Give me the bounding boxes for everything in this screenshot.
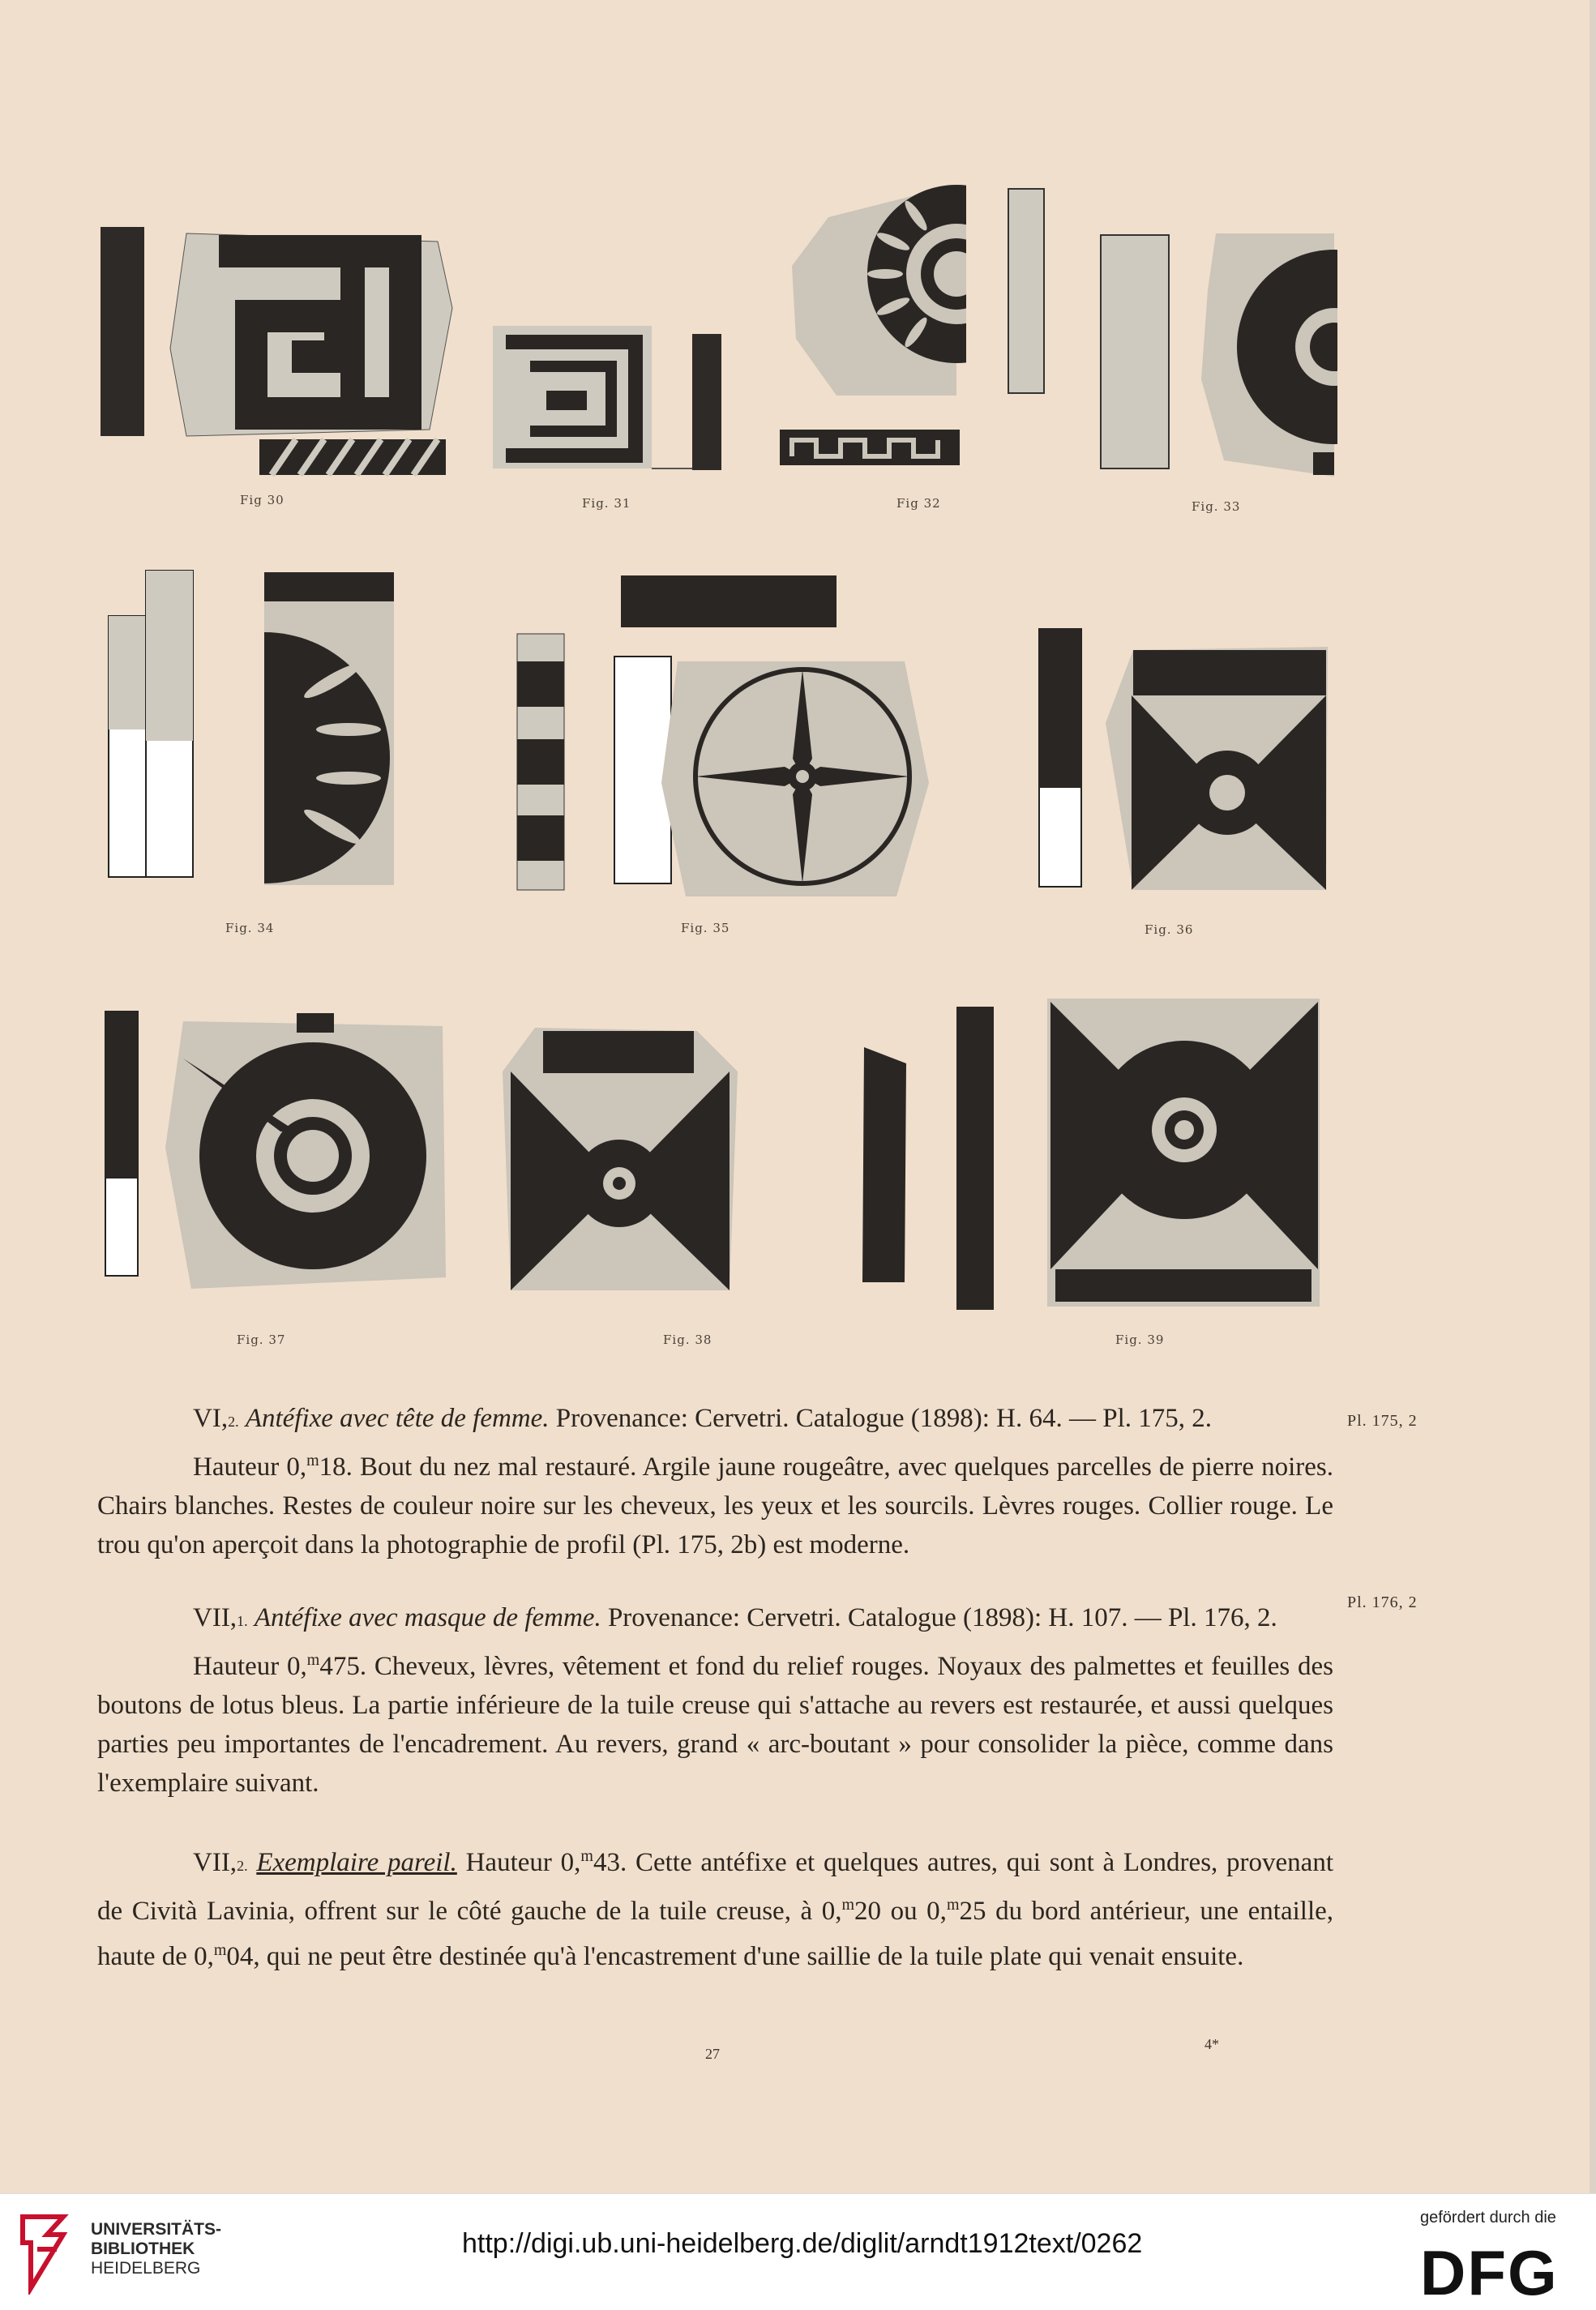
figure-caption: Fig. 36 (1145, 922, 1194, 937)
figure-caption: Fig. 35 (681, 921, 730, 935)
entry-body: 25 du bord antérieur, une entaille, haute de 0, (97, 1897, 1334, 1971)
footer-bar (0, 2193, 1596, 2310)
entry-title: Antéfixe avec masque de femme. (254, 1603, 601, 1632)
unit-superscript: m (580, 1847, 593, 1865)
library-name-line: BIBLIOTHEK (91, 2239, 195, 2258)
entry-body: Hauteur 0, (193, 1652, 307, 1681)
entry-body: 18. Bout du nez mal restauré. Argile jaune rougeâtre, avec quelques parcelles de pierre noires. Chairs blanches. Restes de couleur noire sur les cheveux, les yeux et les sourcils. Lèvres rouges. Collier rouge. Le trou qu'on aperçoit dans la photographie de profil (Pl. 175, 2b) est moderne. (97, 1452, 1333, 1559)
entry-body: 475. Cheveux, lèvres, vêtement et fond du relief rouges. Noyaux des palmettes et feuilles des boutons de lotus bleus. La partie inférieure de la tuile creuse qui s'attache au revers est restaurée, et aussi quelques parties peu importantes de l'encadrement. Au revers, grand « arc-boutant » pour consolider la pièce, comme dans l'exemplaire suivant. (97, 1652, 1333, 1798)
entry-subnumber: 2. (237, 1858, 248, 1874)
figure-35 (516, 572, 937, 896)
entry-body: Hauteur 0, (465, 1848, 581, 1877)
unit-superscript: m (946, 1896, 960, 1914)
figure-38 (503, 1023, 738, 1298)
unit-superscript: m (306, 1651, 320, 1669)
figure-caption: Fig. 31 (582, 496, 631, 511)
figure-caption: Fig. 39 (1115, 1333, 1165, 1347)
figure-34 (105, 567, 413, 892)
figure-caption: Fig. 37 (237, 1333, 286, 1347)
entry-number: VII, (193, 1848, 237, 1877)
paragraph-vii-1 (97, 1598, 1333, 1803)
entry-number: VII, (193, 1603, 237, 1632)
entry-body: 20 ou 0, (854, 1897, 947, 1926)
entry-body: Hauteur 0, (193, 1452, 307, 1482)
paragraph-vii-2 (97, 1837, 1333, 1976)
funding-caption: gefördert durch die (1420, 2209, 1556, 2227)
entry-body: 43. Cette antéfixe et quelques autres, qui sont à Londres, provenant de Cività Lavinia, offrent sur le côté gauche de la tuile creuse, à 0, (97, 1848, 1333, 1926)
entry-head: Provenance: Cervetri. Catalogue (1898): H. 107. — Pl. 176, 2. (607, 1603, 1277, 1632)
figure-caption: Fig 30 (240, 493, 285, 507)
entry-body: 04, qui ne peut être destinée qu'à l'encastrement d'une saillie de la tuile plate qui venait ensuite. (226, 1942, 1244, 1971)
margin-note: Pl. 175, 2 (1347, 1412, 1418, 1430)
unit-superscript: m (841, 1896, 855, 1914)
page-number: 27 (705, 2046, 720, 2062)
figure-32 (780, 177, 966, 477)
entry-title: Antéfixe avec tête de femme. (245, 1404, 550, 1433)
entry-subnumber: 2. (228, 1414, 239, 1430)
page-edge (1590, 0, 1596, 2193)
figure-39 (856, 994, 1326, 1310)
permalink-url[interactable]: http://digi.ub.uni-heidelberg.de/diglit/arndt1912text/0262 (462, 2228, 1143, 2259)
entry-title: Exemplaire pareil. (256, 1848, 457, 1877)
figure-37 (102, 1010, 451, 1302)
figure-36 (1036, 626, 1328, 893)
figure-caption: Fig. 33 (1192, 499, 1241, 514)
entry-head: Provenance: Cervetri. Catalogue (1898): H. 64. — Pl. 175, 2. (555, 1404, 1213, 1433)
library-name-line: HEIDELBERG (91, 2259, 201, 2278)
unit-superscript: m (306, 1452, 319, 1469)
margin-note: Pl. 176, 2 (1347, 1593, 1418, 1611)
library-name (91, 2220, 221, 2278)
figure-caption: Fig 32 (896, 496, 941, 511)
paragraph-vi-2 (97, 1399, 1333, 1564)
signature-mark: 4* (1204, 2036, 1219, 2052)
figure-caption: Fig. 38 (663, 1333, 712, 1347)
figure-30 (97, 219, 454, 486)
library-name-line: UNIVERSITÄTS- (91, 2220, 222, 2239)
unit-superscript: m (213, 1941, 227, 1959)
entry-subnumber: 1. (237, 1613, 248, 1629)
entry-number: VI, (193, 1404, 229, 1433)
ub-heidelberg-logo-icon[interactable] (15, 2210, 79, 2295)
figure-33 (1005, 185, 1337, 485)
figure-31 (490, 318, 733, 480)
body-text (97, 1399, 1333, 1976)
dfg-logo-icon[interactable]: DFG (1420, 2237, 1559, 2308)
figure-caption: Fig. 34 (225, 921, 275, 935)
